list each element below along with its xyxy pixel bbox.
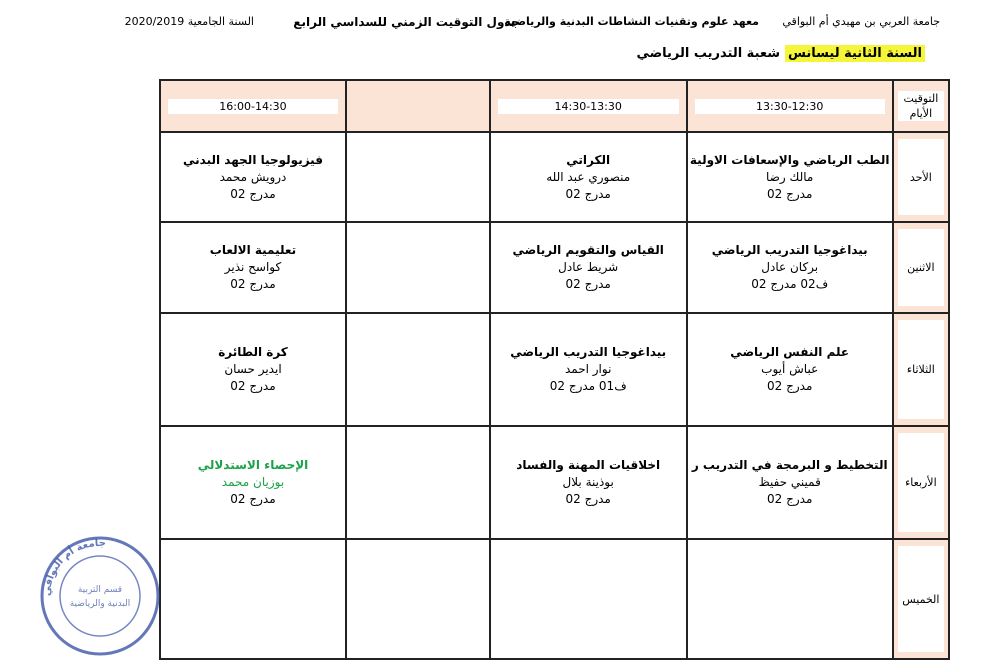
university-name: جامعة العربي بن مهيدي أم البواقي [782, 15, 940, 28]
session-teacher: شريط عادل [558, 260, 619, 274]
session-cell [490, 539, 687, 659]
session-module: التخطيط و البرمجة في التدريب ر [691, 458, 888, 472]
session-cell [346, 222, 490, 313]
session-cell [160, 132, 346, 222]
session-room: ف01 مدرج 02 [549, 379, 627, 393]
branch-label: شعبة التدريب الرياضي [636, 46, 780, 61]
session-room: مدرج 02 [565, 277, 611, 291]
level-label [785, 46, 925, 61]
session [161, 344, 345, 395]
session-cell [490, 426, 687, 539]
session [491, 457, 686, 508]
session-module: القياس والتقويم الرياضي [512, 243, 664, 257]
session [161, 457, 345, 508]
time-slot-2-label: 14:30-13:30 [498, 99, 679, 114]
time-slot-1-label: 13:30-12:30 [695, 99, 885, 114]
day-row [160, 313, 949, 426]
session-cell [346, 132, 490, 222]
session [688, 344, 892, 395]
stamp-seal-icon [36, 532, 164, 660]
session [491, 344, 686, 395]
session-cell [490, 222, 687, 313]
time-slot-1 [687, 80, 893, 132]
session-cell [687, 313, 893, 426]
corner-label-time: التوقيت [903, 92, 939, 105]
academic-year: السنة الجامعية 2020/2019 [124, 15, 254, 28]
session-cell [346, 539, 490, 659]
time-slot-3 [346, 80, 490, 132]
day-name: الثلاثاء [898, 320, 944, 419]
session-cell [490, 132, 687, 222]
session-teacher: عباش أيوب [761, 362, 819, 376]
day-cell [893, 426, 949, 539]
time-slot-4 [160, 80, 346, 132]
session-module: علم النفس الرياضي [730, 345, 850, 359]
day-name: الاثنين [898, 229, 944, 306]
session-teacher: درويش محمد [219, 169, 287, 184]
session-module: كرة الطائرة [218, 345, 288, 359]
session-cell [160, 539, 346, 659]
stamp-outer-text: جامعة أم البواقي [41, 537, 107, 597]
timetable [159, 79, 950, 660]
session-module: بيداغوجيا التدريب الرياضي [510, 345, 667, 359]
session-teacher: بوزيان محمد [221, 475, 285, 489]
session-teacher: كواسح نذير [224, 260, 282, 274]
session-teacher: ايدير حسان [224, 362, 282, 376]
session-cell [687, 426, 893, 539]
session-module: تعليمية الالعاب [209, 243, 297, 257]
day-name: الأربعاء [898, 433, 944, 532]
session-cell [160, 426, 346, 539]
session-teacher: نوار احمد [564, 362, 612, 376]
session-cell [346, 313, 490, 426]
session-module: الكراتي [566, 152, 611, 167]
day-cell [893, 539, 949, 659]
day-name: الأحد [898, 139, 944, 215]
session [688, 457, 892, 508]
session-module: الإحصاء الاستدلالي [197, 458, 309, 472]
session [161, 152, 345, 203]
corner-label-days: الأيام [909, 107, 933, 120]
session-teacher: منصوري عبد الله [546, 169, 631, 184]
session-module: فيزيولوجيا الجهد البدني [183, 152, 323, 167]
session [161, 242, 345, 293]
day-row [160, 539, 949, 659]
session-teacher: بوذينة بلال [562, 475, 614, 489]
corner-cell [893, 80, 949, 132]
session-teacher: قميني حفيظ [758, 475, 821, 489]
session-cell [687, 539, 893, 659]
session [688, 242, 892, 293]
session [491, 152, 686, 203]
session-room: مدرج 02 [230, 492, 276, 506]
session-room: مدرج 02 [767, 379, 813, 393]
day-row [160, 222, 949, 313]
session-room: مدرج 02 [230, 379, 276, 393]
session-cell [160, 313, 346, 426]
time-slot-2 [490, 80, 687, 132]
session-cell [687, 132, 893, 222]
day-name: الخميس [898, 546, 944, 652]
stamp-line-2: البدنية والرياضية [69, 599, 131, 609]
time-header-row [160, 80, 949, 132]
session-room: مدرج 02 [767, 186, 813, 201]
session-module: بيداغوجيا التدريب الرياضي [711, 243, 868, 257]
session [491, 242, 686, 293]
session-room: مدرج 02 [230, 186, 276, 201]
session-cell [687, 222, 893, 313]
session-teacher: مالك رضا [766, 169, 814, 184]
day-cell [893, 222, 949, 313]
session-room: مدرج 02 [230, 277, 276, 291]
day-row [160, 132, 949, 222]
time-slot-4-label: 16:00-14:30 [168, 99, 338, 114]
session-room: مدرج 02 [767, 492, 813, 506]
day-cell [893, 313, 949, 426]
session-cell [160, 222, 346, 313]
session-room: ف02 مدرج 02 [751, 277, 829, 291]
session-module: الطب الرياضي والإسعافات الاولية [689, 152, 890, 167]
page-title: جدول التوقيت الزمني للسداسي الرابع [293, 15, 520, 29]
session [688, 152, 892, 203]
level-highlight: السنة الثانية ليسانس [785, 45, 925, 62]
session-room: مدرج 02 [565, 492, 611, 506]
institute-name: معهد علوم وتقنيات النشاطات البدنية والرياضية [504, 15, 759, 28]
session-cell [490, 313, 687, 426]
stamp-line-1: قسم التربية [77, 585, 123, 595]
day-cell [893, 132, 949, 222]
session-module: اخلاقيات المهنة والفساد [516, 458, 661, 472]
session-room: مدرج 02 [565, 186, 611, 201]
session-cell [346, 426, 490, 539]
day-row [160, 426, 949, 539]
session-teacher: بركان عادل [761, 260, 819, 274]
